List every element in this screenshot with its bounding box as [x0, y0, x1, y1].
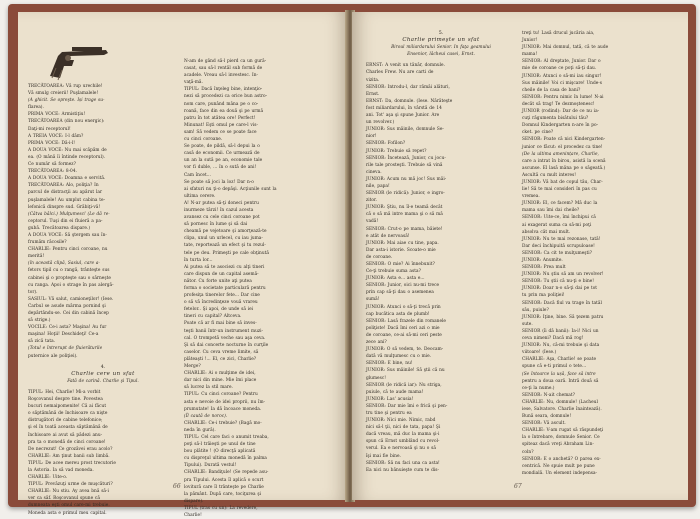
text-line: cap bucătica asta de plumb! [366, 311, 430, 317]
text-line: treţi tu! Lasă drucul jucăria aia, [522, 31, 595, 36]
text-line: casat, sau să-l rentăl sub formă de [184, 66, 263, 72]
text-line: JUNIOR: Nu, că-mi trebuie şi data [522, 343, 600, 349]
text-line: SENIOR (le ridică iar): Nu striga, [366, 382, 442, 388]
text-line: JUNIOR: Atunci o să-mi iau singur! [522, 73, 602, 79]
text-line: Roşcovanul despre tine. Povestea [28, 397, 103, 403]
text-line: N-am de gând să-l pierd ca un gură- [184, 59, 267, 64]
text-line: mama! [522, 52, 538, 58]
text-line: Dar deci închipuită scrupuloase! [522, 243, 595, 249]
text-line: roană, face din ea două şi pe urmă [184, 108, 264, 114]
text-line: viitoare! (Iese.) [522, 350, 557, 356]
text-line: Charles Frew. Nu are carti de [366, 70, 434, 76]
text-line: şi el în toată aceasta săptămână de [28, 425, 108, 431]
text-line: Ascultă cu mult interes! [522, 172, 576, 178]
text-line: TRECĂTOAREA: 8-04. [28, 169, 77, 175]
text-line: prin cap să-ţi dau o asemenea [366, 290, 434, 296]
text-line: nezi să procedezi ca orice bun astro- [184, 94, 268, 100]
text-line: cal. O trompetă veche sau aşa ceva. [184, 335, 266, 341]
text-line: SENIOR: Încetează, Junior, cu jocu- [366, 155, 446, 161]
text-line: centrică. Ne spuie mult pe pune [522, 463, 595, 469]
text-line: JUNIOR: Doar n-o să-ţi dai pe tot [522, 286, 598, 292]
text-line: cu ranga. Apoi o strage în pas alergă- [28, 282, 114, 288]
text-line: fetors tipil cu o rangă, trânteşte sus [28, 268, 110, 274]
text-line: JUNIOR: El, ce facem? Mă duc la [522, 201, 598, 207]
revolver-illustration-icon [44, 38, 112, 82]
text-line: TIPUL: Hei, Charlie! Mi-a vorbit [28, 389, 101, 395]
left-page-column-2 [184, 58, 336, 519]
text-line: o să vă încredinţeze vouă vrareu [184, 300, 258, 306]
text-line: (Îl caută de noroc). [184, 413, 228, 419]
text-line: SENIOR: Ca cit te mulţumeşti? [522, 250, 592, 256]
text-line: închisoare ai avut să pădezi anu- [28, 432, 103, 438]
text-line: cket. pe cine? [522, 130, 554, 136]
text-line: Şi să dai concerte nocturne în curţile [184, 342, 269, 348]
text-line: A DOUA VOCE: Doamna e servită. [28, 176, 106, 182]
text-line: ultima cerere. [184, 193, 216, 199]
text-line: Cam încet... [184, 172, 211, 178]
text-line: Se poate să joci la loz! Dar n-o [184, 179, 254, 185]
text-line: JUNIOR: Anumite. [522, 258, 563, 263]
text-line: depărtându-se. Cei din cabină încep [28, 311, 109, 316]
text-line: un revolver.) [366, 120, 395, 126]
text-line: JUNIOR: Trebuie să repet? [366, 148, 427, 154]
text-line: SENIOR: Vă ascult. [522, 421, 566, 427]
text-line: VOCILE: Ce-i asta? Maşina! Au fur [28, 325, 107, 331]
text-line: profesiţa tinerelor fete... Dar cine [184, 293, 260, 299]
text-line: (De la ultima amenințare, Charlie, [522, 151, 599, 157]
text-line: Carbul se asude mărma pornind şi [28, 303, 106, 309]
text-line: JUNIOR: Nu te mai rezonase, tată! [522, 236, 601, 242]
text-line: CHARLIE: Pentru cinci coroane, nu [28, 247, 108, 253]
text-line: inurmeze târzi! în cazul acesta [184, 207, 254, 213]
text-line: TIPUL: Prevăzuţi urme de muşcături? [28, 482, 113, 488]
text-line: verul. Ea e nervoasă şi nu o să [366, 446, 436, 452]
text-line: cu cinci coroane. [184, 137, 223, 143]
text-line: casă de economii. Ce urmează de [184, 151, 260, 157]
text-line: sumă! [366, 297, 380, 303]
text-line: ani. Tot' aşa şi spune Junior. Are [366, 113, 440, 119]
text-line: CHARLIE: Uite-o. [28, 475, 68, 481]
text-line: patru în tot atâtea ore! Perfect! [184, 115, 256, 121]
text-line: Biroul miliardarului Senior. In faţa geamului [391, 45, 491, 51]
text-line: frumăm răcosile? [28, 240, 67, 246]
text-line: tru tine şi pentru ea [366, 410, 412, 416]
text-line: TRECĂTOAREA: Vă rup urechile! [28, 84, 103, 89]
text-line: Ai putea să te asociezi cu alţi tineri [184, 264, 265, 270]
text-line: CHARLIE: Aşa, Charlie! se poate [522, 357, 597, 363]
text-line: o săptămână de închisoare ca nişte [28, 411, 108, 417]
text-line: TIPUL: Cu cinci coroane? Pentru [184, 392, 258, 398]
text-line: zece ani? [366, 340, 387, 346]
text-line: Se poate, de pildă, să-l depui la o [184, 144, 260, 150]
text-line: Bună seara, domnule! [522, 414, 572, 420]
text-line: bucuri nemaipomenite! Că ai făcut [28, 404, 107, 410]
text-line: ea. (O mână îi întinde receptorul). [28, 154, 106, 160]
text-line: de coroane, ce-ai să-mi ceri peste [366, 332, 442, 338]
text-line: SENIOR: Dar mie îmi e frică şi pen- [366, 403, 448, 409]
text-line: să zică tata. [28, 339, 56, 345]
text-line: să strige.) [28, 318, 51, 324]
text-line: SENIOR: N-ait chemat? [522, 392, 575, 398]
text-line: gubă. Trecătoarea dispare.) [28, 225, 91, 231]
text-line: SASIUL: Vă salut, camioneţilor! (Iese. [28, 296, 114, 302]
text-line: în turta lor... [184, 257, 213, 263]
text-line: să lucrez la stil mare. [184, 385, 233, 391]
text-line: TRECĂTOAREA (din nou energic): [28, 119, 105, 125]
text-line: cineva. [366, 169, 382, 175]
text-line: JUNIOR: O să vedem, te. Deocam- [366, 347, 444, 353]
text-line: sam! Să vedem ce se poate face [184, 129, 257, 135]
text-line: (A ghicit. Se opreşte. Iși trage su- [28, 98, 105, 104]
text-line: neda în gură). [184, 427, 216, 433]
text-line: dumneata eşti omul care-mi trebuie. [28, 503, 110, 509]
text-line: că o să mă intre mama şi o să mă [366, 212, 443, 218]
text-line: sute. [522, 321, 533, 327]
text-line: JUNIOR: Nici mie. Nimic, rabd [366, 418, 436, 424]
text-line: CHARLIE: Ai o mulţime de idei, [184, 371, 256, 377]
text-line: clipa, unul un urlecel, cu iau juma- [184, 236, 263, 242]
text-line: ceptorul. Tuşi din ei fluieră a pa- [28, 218, 103, 224]
text-line: Junior! [522, 38, 538, 44]
text-line: CHARLIE: Bandiţule! (Se repede asu- [184, 470, 269, 476]
text-line: cabinei şi o propteşte sau o sărneşte [28, 275, 111, 281]
text-line: Sus mâinile! Voi ci mişcare! Unde-s [522, 80, 602, 86]
text-line: SENIOR: Fofilon? [366, 141, 406, 147]
text-line: dar nici din mine. Mie îmi place [184, 378, 257, 384]
text-line: spun că Ernst umblând cu revol- [366, 439, 440, 445]
text-line: avansez cu cele cinci coroane pot [184, 215, 260, 221]
text-line: Poate că ar fi mai bine să inves- [184, 321, 257, 327]
text-line: la o întrebare, domnule Senior. Ce [522, 435, 600, 441]
text-line: Daţi-mi receptorul! [28, 126, 71, 132]
text-line: vaţă-mă. [184, 80, 203, 86]
text-line: cheile de la casa de bani? [522, 87, 581, 93]
text-line: TIPUL (tras cu un): La revedere, [184, 505, 258, 511]
text-line: lie! Să te mai consideri în pas cu [522, 187, 597, 193]
text-line: (Se întoarce la ușă, face să intre [522, 371, 596, 377]
text-line: (Totul e întrerupt de fluierăturile [28, 346, 103, 352]
text-line: JUNIOR: Sus mâinile, domnule Se- [366, 127, 444, 133]
text-line: JUNIOR: Iţine, bine. Să ţezem patru [522, 314, 604, 320]
text-line: SENIOR: Crut-o pe mama, băiete! [366, 226, 443, 232]
text-line: JUNIOR: Las' acusia! [366, 396, 414, 402]
text-line: ceva nimeni? Dacă mă rog! [522, 336, 584, 342]
text-line: coln? [522, 449, 534, 455]
text-line: cheamă pe vejetoare şi amorţează-te [184, 229, 267, 235]
text-line: Charlie! [184, 513, 202, 518]
text-line: maşina! Hoţii! Deschideţi! Ce-a [28, 332, 99, 338]
text-line: tate, reportează un efect şi tu rezul- [184, 243, 266, 249]
text-line: JUNIOR: Nu ştiu să am un revolver! [522, 272, 604, 278]
text-line: SENIOR: Tu ştii că nu-ţi e bine! [522, 279, 595, 285]
text-line: nici să-l ţii, nici de tata, papa! Şi [366, 425, 441, 431]
text-line: Moneda asta e primul meu capital. [28, 510, 107, 516]
text-line: mama sau îmi dai cheile? [522, 208, 580, 214]
text-line: PRIMA VOCE: Armistiţiu! [28, 112, 86, 118]
text-line: Ce-ţi trebuie suma asta? [366, 269, 421, 275]
text-line: nior! [366, 134, 377, 140]
text-line: tu prin ma poliţiei! [522, 293, 565, 299]
right-page-column-1 [366, 30, 516, 474]
text-line: Ea nici nu bănuieşte cum te dis- [366, 467, 439, 473]
text-line: ver ca săf. Roşcovanul spune că [28, 496, 100, 502]
text-line: A DOUA VOCE: Nu mai scăpăm de [28, 147, 107, 153]
text-line: JUNIOR: Mai domnul, tată, că te aude [522, 45, 609, 51]
text-line: plăteaşti !... El, ce zici, Charlie? [184, 356, 257, 362]
text-line: junior ce făcut: el procedez ca tine! [522, 144, 603, 150]
text-line: dată vă mulţumesc cu o mie. [366, 354, 432, 360]
text-line: vor fi duble, ... în o sută de ani! [184, 165, 257, 171]
text-line: Tipului). Durată vestul! [184, 463, 237, 469]
text-line: Dar asta-i istorie. Scoate-o mie [366, 247, 436, 253]
text-line: lefonică dinspre sud. Grăbiţi-vă! [28, 204, 101, 210]
text-line: Minunat! Eşti omul pe care-l vis- [184, 122, 258, 128]
text-line: mondială. Un element indepensa- [522, 470, 598, 476]
text-line: A TREIA VOCE: I-l dăm? [28, 133, 84, 139]
text-line: distrugători de cabine telefonice; [28, 418, 103, 424]
text-line: pra Tipului. Acesta îl aplică o scurt [184, 477, 264, 483]
text-line: zitor. [366, 198, 378, 204]
text-line: SENIOR: O mie? Ai înnebunit? [366, 262, 435, 267]
text-line: CHARLIE: Nu stiu. Ay avea bnă să-i [28, 489, 109, 495]
text-line: acadele. Vreau să-l investesc. In- [184, 73, 258, 79]
text-line: CHARLIE: Nu, domnule! (Lacheul [522, 399, 598, 405]
text-line: vizita. [366, 77, 380, 83]
text-line: nom care, punând mâna pe o co- [184, 101, 259, 107]
text-line: iese, Salvatore. Charlie înaintează). [522, 406, 602, 412]
text-line: nător. Cu forte unite aţi putea [184, 278, 252, 284]
text-line: care dispun de un capital asemă- [184, 271, 259, 277]
text-line: cu dispreţul ultima monedă în palma [184, 456, 267, 462]
text-line: SENIOR: Să nu faci una ca asta! [366, 460, 440, 466]
text-line: JUNIOR: Atunci o să-ţi trecă prin [366, 304, 441, 310]
text-line: poţi să-l trăieşti pe unul de tine [184, 442, 256, 448]
text-line: vremea. [522, 194, 540, 200]
text-line: parcul de distracţii au apărut lar [28, 190, 103, 196]
text-line: puşlamalele! Au umplut cabina te- [28, 197, 106, 203]
text-line: TIPUL: De acee mereu prost trecutorie [28, 460, 116, 466]
text-line: SENIOR: Dacă fiul va trage în tatăl [522, 300, 602, 306]
text-line: SENIOR: Junior, oici nu-mi trece [366, 283, 440, 289]
text-line: Vă smulg creierii! Puşlamalele! [28, 91, 99, 97]
text-line: nile, papa! [366, 183, 390, 189]
text-line: să pornesc în lume şi să dai [184, 222, 248, 228]
text-line: un an la sută pe an, economie tale [184, 158, 263, 164]
text-line: SENIOR: E o anchetă? O parea ex- [522, 456, 601, 462]
text-line: pentru a doua oară. Intră două să [522, 378, 599, 384]
text-line: SENIOR: Uite-ce, îmi închipui că [522, 215, 596, 221]
text-line: 5. [438, 31, 444, 36]
text-line: JUNIOR: Vă bat de copul tău, Char- [522, 179, 603, 185]
text-line: JUNIOR (rodind): Dar de ce nu ia- [522, 109, 600, 115]
text-line: SENIOR (îi dă banii): Ia-i! Nici un [522, 328, 599, 334]
text-line: SENIOR (le ridică): Junior, e ingro- [366, 191, 445, 197]
text-line: mie de coroane ce poţi să-ţi dau. [522, 66, 597, 72]
text-line: tineri cu capital? Altceva. [184, 314, 242, 320]
text-line: Domnul Kindergarten n-are în po- [522, 123, 599, 129]
text-line: vadă! [366, 219, 379, 225]
text-line: 4. [100, 364, 106, 370]
left-page [18, 12, 348, 518]
text-line: puiule, că te aude mama! [366, 389, 424, 395]
text-line: la pământ. După care, tociţurea şi [184, 491, 262, 497]
text-line: (Cătva bâlci.) Mulţumesc! (Le dă re- [28, 211, 110, 217]
text-line: ERNST: A venit un tânăr, domnule. [366, 63, 445, 69]
text-line: JUNIOR: Asta e... asta e... [366, 276, 425, 282]
text-line: pra ta o monedă de cinci coroane! [28, 439, 106, 445]
text-line: SENIOR: E bine, nu! [366, 361, 413, 367]
text-line: cuţi răgumenta bisătului tău? [522, 116, 589, 122]
text-line: rile tale prosteşti. Trebuie să vină [366, 162, 443, 168]
text-line: care a intrat în birou, asistă la scenă [522, 158, 606, 164]
text-line: TIPUL: Cel care faci o anumit treaba, [184, 434, 269, 440]
text-line: flarea). [28, 105, 44, 111]
text-line: asta e nevoie de idei proprii, nu îm- [184, 399, 266, 405]
text-line: fost miliardarului, în vârstă de 14 [366, 105, 442, 111]
text-line: e atât de nervoasă! [366, 233, 410, 239]
text-line: tele pe deu. Primeşti pe cale obţinută [184, 250, 269, 256]
text-line: JUNIOR: Mai aiae cu tine, papa. [366, 240, 439, 246]
text-line: Charlie primeşte un sfat [402, 37, 480, 44]
text-line: A DOUA VOCE: Să ştergem sau în- [28, 232, 107, 238]
text-line: ai sfaturi nu ţi-o depăşi. Acţiunile sunt la [184, 186, 277, 192]
text-line: SENIOR: Lasă frazele din romanele [366, 318, 446, 324]
text-line: spune că e-ti primul o tete... [522, 364, 587, 370]
text-line: ascunse. El lasă mâna pe o săgeată.) [522, 165, 606, 171]
text-line: (în această clipă, Sasiul, care a- [28, 261, 100, 267]
text-line: CHARLIE: V-am rugat să răspundeţi [522, 428, 604, 434]
text-line: teşti banii într-un instrument muzi- [184, 328, 264, 334]
text-line: la Astoria. Ia să vad moneda. [28, 467, 94, 473]
text-line: poliţiste! Dacă îmi ceri azi o mie [366, 325, 440, 331]
text-line: decât să trag! Te dezmoştenesc! [522, 101, 595, 107]
text-line: TIPUL: Dacă înţeleg bine, intenţio- [184, 87, 263, 93]
text-line: dacă vreau, mă duc la mama şi-i [366, 432, 440, 438]
text-line: Ensenior, lâcheui casei, Ernst. [407, 52, 475, 58]
text-line: prumutate! Ia dă încoace moneda. [184, 406, 262, 412]
text-line: SENIOR: Prea mult [522, 265, 566, 271]
text-line: TRECĂTOAREA: Alo, poliţia? In [28, 183, 99, 189]
text-line: ce-ţi la nume.) [522, 385, 555, 391]
text-line: glumesc! [366, 375, 387, 381]
text-line: Merge? [184, 364, 201, 370]
text-line: SENIOR: Introdu-l, dar rămâi alături, [366, 84, 450, 90]
text-line: fetelor.. Şi apoi, de unde să iei [184, 307, 254, 313]
text-line: CHARLIE: Am ţinut banii sub limbă. [28, 453, 110, 459]
text-line: său, puiule? [522, 307, 549, 313]
text-line: A! N-ar putea să-ţi doneci pentru [184, 200, 259, 206]
text-line: SENIOR: Poate că nici Kindergarten- [522, 137, 606, 143]
text-line: de coroane. [366, 254, 393, 260]
text-line: dispare). [184, 498, 204, 504]
page-number-right: 67 [514, 483, 522, 490]
text-line: CHARLIE: Ce-i trebuie? (Bagă mo- [184, 420, 262, 426]
text-line: spiteaz dacă vreţi Abraham Lin- [522, 442, 594, 448]
text-line: forma o societate particulară pentru [184, 286, 266, 291]
text-line: JUNIOR: Sus mâinile! Să ştii că nu [366, 368, 445, 374]
text-line: absolva cât mai mult. [522, 229, 571, 235]
text-line: ai exagerat suma ca să-mi poţi [522, 222, 592, 228]
text-line: SENIOR: Pentru nimic în lume! N-ai [522, 94, 604, 100]
text-line: Charlie cere un sfat [71, 370, 135, 377]
text-line: ERNST: Da, domnule. (Iese. Nărăteşte [366, 98, 453, 104]
text-line: îşi mai fie bine. [366, 453, 401, 459]
text-line: puternice ale poliţiei). [28, 353, 78, 359]
right-page-column-2 [522, 30, 678, 477]
text-line: De necrezut! Ce grozăvei erau acolo? [28, 446, 113, 452]
text-line: JUNIOR: Ştiu, nu îl-e teamă decât [366, 205, 443, 211]
left-page-column-1 [28, 83, 178, 517]
text-line: merită! [28, 254, 45, 260]
text-line: Ernst. [366, 91, 380, 97]
text-line: lovitură care îl trânteşte pe Charlie [184, 484, 264, 490]
text-line: caselor. Cu ceva vreme limite, să [184, 349, 259, 355]
text-line: tor). [28, 289, 38, 295]
text-line: bou plătite ! (O direcţă aplicată [184, 449, 256, 455]
text-line: Ce numär să formez? [28, 162, 76, 168]
right-page [352, 12, 688, 500]
text-line: Fată de carină. Charlie şi Tipul. [67, 378, 139, 384]
page-number-left: 66 [173, 483, 181, 490]
text-line: SENIOR: Al dreptate, Junior. Dar o [522, 59, 601, 65]
text-line: JUNIOR: Acum nu mă joc! Sus mâi- [366, 176, 447, 182]
text-line: PRIMA VOCE: Dă-i-l! [28, 140, 76, 146]
